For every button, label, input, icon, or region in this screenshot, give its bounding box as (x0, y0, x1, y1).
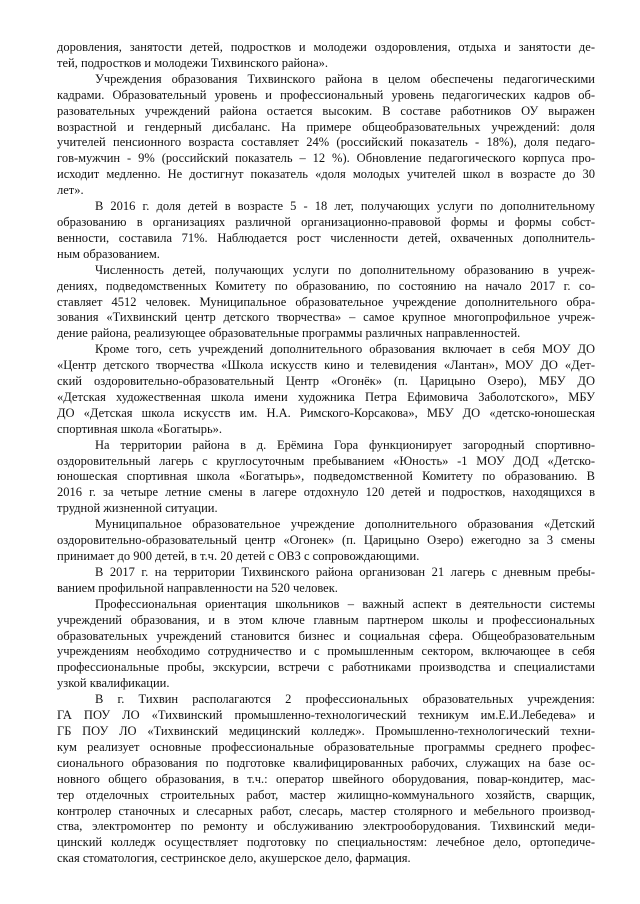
text-line: ванием профильной направленности на 520 человек. (57, 580, 338, 595)
text-line: образованию в организациях различной организационно-правовой формы и формы собст- (57, 214, 595, 229)
paragraph (57, 342, 595, 437)
text-line: новного общего образования, в т.ч.: оператор швейного оборудования, повар-кондитер, мас- (57, 771, 595, 786)
text-line: дениях, подведомственных Комитету по образованию, по состоянию на начало 2017 г. со- (57, 278, 595, 293)
text-line: В 2017 г. на территории Тихвинского района организован 21 лагерь с дневным пребы- (95, 564, 595, 579)
text-line: зования «Тихвинский центр детского творчества» – самое крупное многопрофильное учреж- (57, 310, 595, 325)
paragraph (57, 72, 595, 199)
text-line: ГА ПОУ ЛО «Тихвинский промышленно-технологический техникум им.Е.И.Лебедева» и (57, 708, 595, 723)
text-line: оздоровительный лагерь с круглосуточным пребыванием «Юность» -1 МОУ ДОД «Детско- (57, 453, 595, 468)
text-line: кадрами. Образовательный уровень и профессиональный уровень педагогических кадров об- (57, 87, 595, 102)
text-line: возрастной и гендерный дисбаланс. На примере общеобразовательных учреждений: доля (57, 119, 595, 134)
text-line: дение района, реализующее образовательные программы различных направленностей. (57, 326, 521, 341)
paragraph (57, 263, 595, 343)
text-line: «Детская художественная школа имени художника Петра Ефимовича Заболотского», МБУ (57, 389, 595, 404)
text-line: лет». (57, 183, 84, 198)
text-line: принимает до 900 детей, в т.ч. 20 детей с ОВЗ с сопровождающими. (57, 549, 420, 563)
text-line: Учреждения образования Тихвинского района в целом обеспечены педагогическими (95, 71, 595, 86)
text-line: ская стоматология, сестринское дело, акушерское дело, фармация. (57, 851, 411, 866)
text-line: На территории района в д. Ерёмина Гора функционирует загородный спортивно- (95, 437, 595, 452)
text-line: узкой квалификации. (57, 676, 170, 691)
text-line: 2016 г. за четыре летние смены в лагере отдохнуло 120 детей и подростков, находящихся в (57, 485, 595, 500)
text-line: учреждениям необходимо сотрудничество и с промышленным сектором, включающее в себя (57, 644, 595, 659)
text-line: разовательных учреждений района остается высоким. В составе работников ОУ выражен (57, 103, 595, 118)
text-line: трудной жизненной ситуации. (57, 501, 218, 516)
text-line: учреждений образования, и в этом ключе главным партнером школы и профессиональных (57, 612, 595, 627)
text-line: Профессиональная ориентация школьников – важный аспект в деятельности системы (95, 596, 595, 611)
text-line: ставляет 4512 человек. Муниципальное образовательное учреждение дополнительного обра- (57, 294, 595, 309)
paragraph (57, 199, 595, 263)
text-line: ным образованием. (57, 246, 160, 261)
paragraph (57, 517, 595, 565)
text-line: цинский колледж осуществляет подготовку по специальностям: лечебное дело, ортопедиче- (57, 835, 595, 850)
text-line: спортивная школа «Богатырь». (57, 421, 223, 436)
paragraph (57, 438, 595, 518)
text-line: юношеская спортивная школа «Богатырь», подведомственной Комитету по образованию. В (57, 469, 595, 484)
text-line: Кроме того, сеть учреждений дополнительного образования включает в себя МОУ ДО (95, 342, 595, 357)
text-line: «Центр детского творчества «Школа искусств кино и телевидения «Лантан», МОУ ДО «Дет- (57, 358, 595, 373)
text-line: исходит медленно. Не достигнут показатель «доля молодых учителей школ в возрасте до 30 (57, 167, 595, 182)
paragraph (57, 597, 595, 692)
text-line: кум реализует основные профессиональные образовательные программы среднего профес- (57, 739, 595, 754)
text-line: гов-мужчин - 9% (российский показатель – 12 %). Обновление педагогического корпуса про- (57, 151, 595, 166)
text-line: ский оздоровительно-образовательный Центр «Огонёк» (п. Царицыно Озеро), МБУ ДО (57, 374, 595, 389)
text-line: Муниципальное образовательное учреждение дополнительного образования «Детский (95, 517, 595, 532)
text-line: ГБ ПОУ ЛО «Тихвинский медицинский колледж». Промышленно-технологический техни- (57, 723, 595, 738)
text-line: контролер станочных и слесарных работ, слесарь, мастер столярного и мебельного производ- (57, 803, 595, 818)
paragraph (57, 40, 595, 72)
text-line: тер отделочных строительных работ, мастер жилищно-коммунального хозяйств, сварщик, (57, 787, 595, 802)
document-body (57, 40, 595, 867)
text-line: учителей пенсионного возраста составляет 24% (российский показатель - 18%), доля педаго- (57, 135, 595, 150)
text-line: ДО «Детская школа искусств им. Н.А. Римского-Корсакова», МБУ ДО «детско-юношеская (57, 405, 595, 420)
text-line: венности, составила 71%. Наблюдается рост численности детей, охваченных дополнитель- (57, 230, 595, 245)
text-line: В г. Тихвин располагаются 2 профессиональных образовательных учреждения: (95, 692, 595, 707)
text-line: сионального образования по подготовке квалифицированных рабочих, служащих на базе ос- (57, 755, 595, 770)
text-line: образовательных учреждений становится бизнес и социальная сфера. Общеобразовательным (57, 628, 595, 643)
text-line: Численность детей, получающих услуги по дополнительному образованию в учреж- (95, 262, 595, 277)
text-line: оздоровительно-образовательный центр «Огонек» (п. Царицыно Озеро) ежегодно за 3 смены (57, 533, 595, 548)
text-line: профессиональные пробы, экскурсии, встречи с работниками производства и специалистами (57, 660, 595, 675)
text-line: доровления, занятости детей, подростков и молодежи оздоровления, отдыха и занятости де- (57, 40, 595, 54)
text-line: В 2016 г. доля детей в возрасте 5 - 18 лет, получающих услуги по дополнительному (95, 199, 595, 214)
text-line: тей, подростков и молодежи Тихвинского района». (57, 55, 329, 70)
paragraph (57, 565, 595, 597)
text-line: ства, электромонтер по ремонту и обслуживанию электрооборудования. Тихвинский меди- (57, 819, 595, 834)
paragraph (57, 692, 595, 867)
